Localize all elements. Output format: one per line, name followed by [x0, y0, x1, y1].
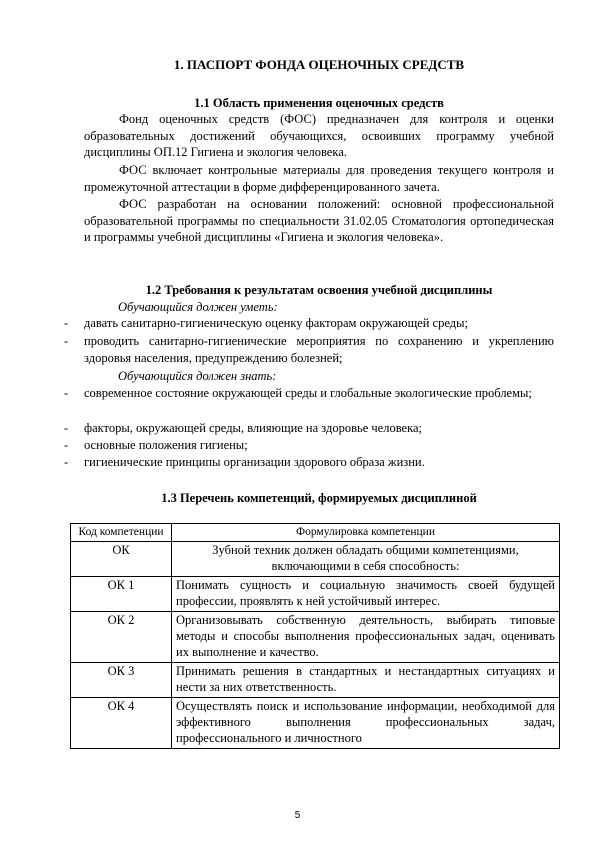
- list-item: современное состояние окружающей среды и глобальные экологические проблемы;: [84, 386, 532, 400]
- list-item: давать санитарно-гигиеническую оценку факторам окружающей среды;: [84, 316, 468, 330]
- list-dash: -: [64, 455, 69, 469]
- table-row: [71, 612, 560, 663]
- list-dash: -: [64, 386, 69, 400]
- section-1-2-heading: 1.2 Требования к результатам освоения учебной дисциплины: [145, 283, 493, 297]
- section-1-3-heading: 1.3 Перечень компетенций, формируемых дисциплиной: [161, 491, 477, 505]
- can-label: Обучающийся должен уметь:: [118, 300, 278, 314]
- section-1-1-heading: 1.1 Область применения оценочных средств: [194, 96, 444, 110]
- list-dash: -: [64, 421, 69, 435]
- competency-code: ОК 3: [71, 663, 172, 698]
- list-item: факторы, окружающей среды, влияющие на здоровье человека;: [84, 421, 423, 435]
- header-text: Формулировка компетенции: [172, 524, 560, 542]
- paragraph-fos-basis: ФОС разработан на основании положений: основной профессиональной образовательной программы по специальности 31.02.05 Стоматология ортопедическая и программы учебной дисциплины «Гигиена и экология человека».: [84, 197, 554, 245]
- table-row: [71, 542, 560, 577]
- header-code: Код компетенции: [71, 524, 172, 542]
- know-label: Обучающийся должен знать:: [118, 369, 277, 383]
- list-dash: -: [64, 316, 69, 330]
- paragraph-fos-contents: ФОС включает контрольные материалы для проведения текущего контроля и промежуточной аттестации в форме дифференцированного зачета.: [84, 163, 554, 194]
- competency-code: ОК 1: [71, 577, 172, 612]
- table-row: [71, 698, 560, 749]
- list-item: проводить санитарно-гигиенические мероприятия по сохранению и укреплению здоровья населения, предупреждению болезней;: [84, 334, 554, 365]
- document-title: 1. ПАСПОРТ ФОНДА ОЦЕНОЧНЫХ СРЕДСТВ: [173, 57, 465, 72]
- table-row: [71, 663, 560, 698]
- table-row: [71, 577, 560, 612]
- competency-code: ОК 2: [71, 612, 172, 663]
- page-number: 5: [294, 810, 301, 821]
- competency-code: ОК 4: [71, 698, 172, 749]
- competency-text: Зубной техник должен обладать общими компетенциями, включающими в себя способность:: [172, 542, 560, 577]
- competency-text: Понимать сущность и социальную значимость своей будущей профессии, проявлять к ней устойчивый интерес.: [172, 577, 560, 612]
- competency-text: Осуществлять поиск и использование информации, необходимой для эффективного выполнения профессиональных задач, профессионального и личностного: [172, 698, 560, 749]
- competencies-table: [70, 523, 560, 749]
- list-dash: -: [64, 334, 69, 348]
- competency-text: Принимать решения в стандартных и нестандартных ситуациях и нести за них ответственность.: [172, 663, 560, 698]
- list-dash: -: [64, 438, 69, 452]
- competency-text: Организовывать собственную деятельность, выбирать типовые методы и способы выполнения профессиональных задач, оценивать их выполнение и качество.: [172, 612, 560, 663]
- competency-code: ОК: [71, 542, 172, 577]
- paragraph-fos-purpose: Фонд оценочных средств (ФОС) предназначен для контроля и оценки образовательных достижений обучающихся, освоивших программу учебной дисциплины ОП.12 Гигиена и экология человека.: [84, 112, 554, 160]
- table-header-row: [71, 524, 560, 542]
- list-item: основные положения гигиены;: [84, 438, 248, 452]
- list-item: гигиенические принципы организации здорового образа жизни.: [84, 455, 425, 469]
